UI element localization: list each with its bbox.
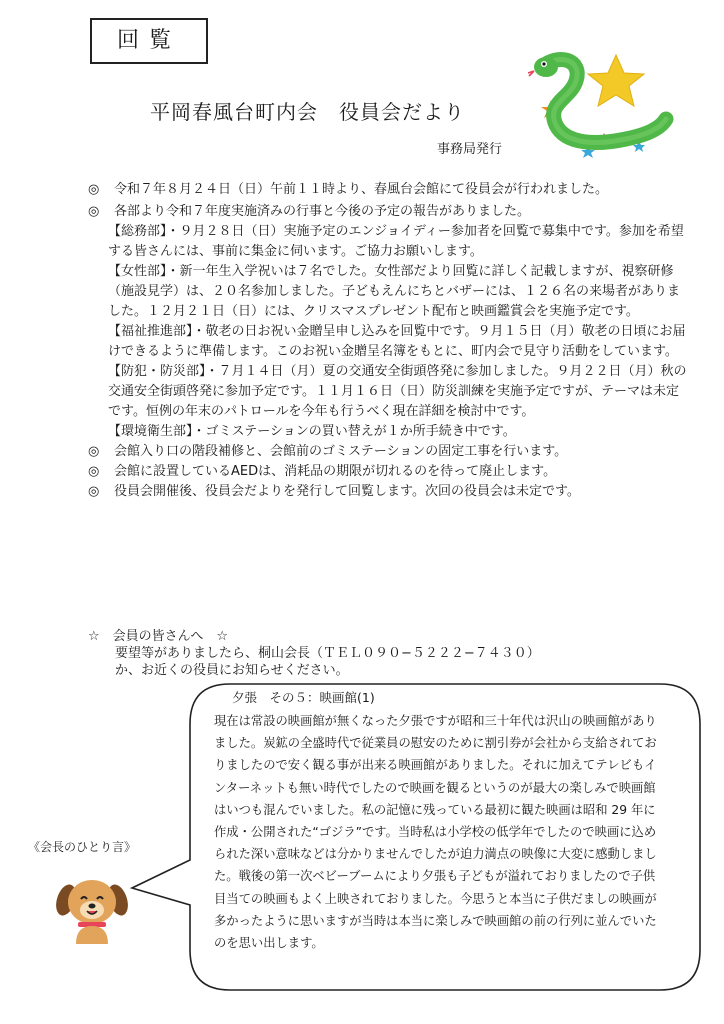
department-report [108, 222, 688, 262]
double-circle-bullet: ◎ [88, 204, 100, 219]
double-circle-bullet: ◎ [88, 484, 100, 499]
report-item [88, 462, 688, 482]
department-name: 【防犯・防災部】 [108, 364, 206, 379]
circulation-stamp: 回覧 [90, 18, 208, 64]
department-text: ・敬老の日お祝い金贈呈申し込みを回覧中です。９月１５日（月）敬老の日頃にお届けできるように準備します。このお祝い金贈呈名簿をもとに、町内会で見守り活動をしています。 [108, 324, 686, 359]
department-report [108, 262, 688, 322]
contact-notice [88, 628, 688, 679]
report-item-text: 役員会開催後、役員会だよりを発行して回覧します。次回の役員会は未定です。 [114, 484, 580, 499]
snake-star-illustration [528, 45, 678, 160]
contact-officer-line: か、お近くの役員にお知らせください。 [115, 663, 349, 678]
department-report [108, 362, 688, 422]
department-text: ・ゴミステーションの買い替えが１か所手続き中です。 [192, 424, 516, 439]
department-name: 【福祉推進部】 [108, 324, 193, 339]
double-circle-bullet: ◎ [88, 182, 100, 197]
report-items [88, 180, 688, 502]
newsletter-title: 平岡春風台町内会 役員会だより [150, 100, 465, 124]
department-name: 【女性部】 [108, 264, 167, 279]
report-item-text: 会館入り口の階段補修と、会館前のゴミステーションの固定工事を行います。 [114, 444, 568, 459]
department-name: 【総務部】 [108, 224, 167, 239]
chairman-column-label: 《会長のひとり言》 [28, 840, 137, 854]
department-report [108, 322, 688, 362]
department-text: ・新一年生入学祝いは７名でした。女性部だより回覧に詳しく記載しますが、視察研修（施設見学）は、２０名参加しました。子どもえんにちとバザーには、１２６名の来場者がありました。１２月２１日（日）には、クリスマスプレゼント配布と映画鑑賞会を実施予定です。 [108, 264, 681, 319]
column-title: 夕張 その５：映画館(1) [232, 690, 375, 705]
column-body [214, 710, 664, 954]
report-item-text: 令和７年８月２４日（日）午前１１時より、春風台会館にて役員会が行われました。 [114, 182, 609, 197]
report-item-text: 各部より令和７年度実施済みの行事と今後の予定の報告がありました。 [114, 204, 531, 219]
issuer-label: 事務局発行 [437, 142, 503, 157]
department-text: ・９月２８日（日）実施予定のエンジョイディー参加者を回覧で募集中です。参加を希望する皆さんには、事前に集金に伺います。ご協力お願いします。 [108, 224, 684, 259]
column-paragraph: 現在は常設の映画館が無くなった夕張ですが昭和三十年代は沢山の映画館がありました。炭鉱の全盛時代で従業員の慰安のために割引券が会社から支給されておりましたので安く観る事が出来る映画館がありました。それに加えてテレビもインターネットも無い時代でしたので映画を観るというのが最大の楽しみで映画館はいつも混んでいました。私の記憶に残っている最初に観た映画は昭和 29 年に作成・公開された“ゴジラ”です。当時私は小学校の低学年でしたので映画に込められた深い意味などは分かりませんでしたが迫力満点の映像に大変に感動しました。戦後の第一次ベビーブームにより夕張も子どもが溢れておりましたので子供目当ての映画もよく上映されておりました。今思うと本当に子供だましの映画が多かったように思いますが当時は本当に楽しみで映画館の前の行列に並んでいたのを思い出します。 [214, 714, 657, 951]
contact-heading: ☆ 会員の皆さんへ ☆ [88, 629, 229, 644]
report-item [88, 482, 688, 502]
report-item [88, 202, 688, 222]
double-circle-bullet: ◎ [88, 464, 100, 479]
report-item-text: 会館に設置しているAEDは、消耗品の期限が切れるのを待って廃止します。 [114, 464, 557, 479]
report-item [88, 180, 688, 200]
report-item [88, 442, 688, 462]
department-text: ・７月１４日（月）夏の交通安全街頭啓発に参加しました。９月２２日（月）秋の交通安全街頭啓発に参加予定です。１１月１６日（日）防災訓練を実施予定ですが、テーマは未定です。恒例の年末のパトロールを今年も行うべく現在詳細を検討中です。 [108, 364, 687, 419]
department-name: 【環境衛生部】 [108, 424, 193, 439]
department-reports [108, 222, 688, 442]
double-circle-bullet: ◎ [88, 444, 100, 459]
department-report [108, 422, 688, 442]
dog-mascot-icon [54, 872, 130, 944]
contact-phone-line: 要望等がありましたら、桐山会長（ＴＥＬ０９０−５２２２−７４３０） [115, 646, 540, 661]
